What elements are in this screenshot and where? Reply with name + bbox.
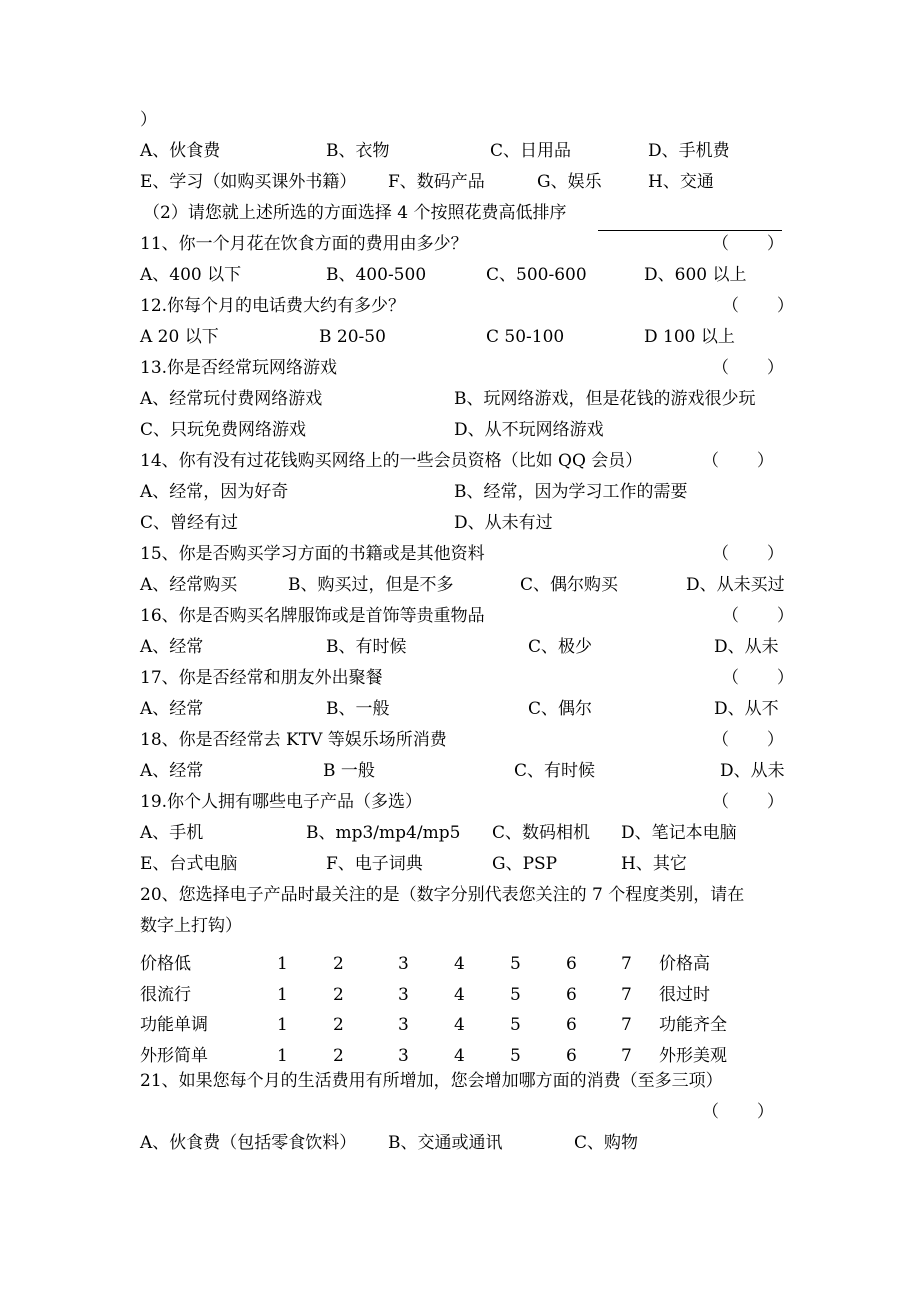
scale-option-1[interactable]: 1 — [277, 954, 288, 974]
scale-option-3[interactable]: 3 — [398, 985, 409, 1005]
text-q19f: F、电子词典 — [326, 854, 423, 874]
scale-option-6[interactable]: 6 — [566, 985, 577, 1005]
text-q21a: A、伙食费（包括零食饮料） — [140, 1133, 357, 1153]
scale-option-3[interactable]: 3 — [398, 1015, 409, 1035]
scale-option-6[interactable]: 6 — [566, 1046, 577, 1066]
text-q19: 19.你个人拥有哪些电子产品（多选） — [140, 792, 423, 812]
text-q10b: B、衣物 — [326, 141, 390, 161]
text-q11d: D、600 以上 — [644, 265, 747, 285]
text-q10d: D、手机费 — [648, 141, 730, 161]
text-q21: 21、如果您每个月的生活费用有所增加，您会增加哪方面的消费（至多三项） — [140, 1071, 723, 1091]
scale-option-1[interactable]: 1 — [277, 985, 288, 1005]
text-q15d: D、从未买过 — [686, 575, 785, 595]
scale-option-1[interactable]: 1 — [277, 1046, 288, 1066]
scale-option-6[interactable]: 6 — [566, 1015, 577, 1035]
text-q16c: C、极少 — [528, 637, 593, 657]
text-q13p[interactable]: （ ） — [712, 358, 784, 378]
text-q16a: A、经常 — [140, 637, 204, 657]
text-q12d: D 100 以上 — [644, 327, 735, 347]
scale-option-5[interactable]: 5 — [510, 985, 521, 1005]
text-q17c: C、偶尔 — [528, 699, 593, 719]
text-q20: 20、您选择电子产品时最关注的是（数字分别代表您关注的 7 个程度类别，请在 — [140, 885, 745, 905]
text-q14p[interactable]: （ ） — [702, 451, 774, 471]
text-q17p[interactable]: （ ） — [722, 668, 794, 688]
text-q19e: E、台式电脑 — [140, 854, 238, 874]
text-q15c: C、偶尔购买 — [520, 575, 619, 595]
text-q19d: D、笔记本电脑 — [621, 823, 737, 843]
text-q21c: C、购物 — [574, 1133, 639, 1153]
scale-option-5[interactable]: 5 — [510, 1015, 521, 1035]
scale-left-label: 外形简单 — [140, 1046, 208, 1066]
text-q16d: D、从未 — [714, 637, 779, 657]
scale-option-4[interactable]: 4 — [454, 985, 465, 1005]
text-q10_2: （2）请您就上述所选的方面选择 4 个按照花费高低排序 — [143, 203, 567, 223]
text-q18: 18、你是否经常去 KTV 等娱乐场所消费 — [140, 730, 447, 750]
text-q13b: B、玩网络游戏，但是花钱的游戏很少玩 — [454, 389, 756, 409]
text-q18a: A、经常 — [140, 761, 204, 781]
scale-option-4[interactable]: 4 — [454, 1046, 465, 1066]
text-q19b: B、mp3/mp4/mp5 — [306, 823, 461, 843]
scale-right-label: 价格高 — [659, 954, 710, 974]
text-q17b: B、一般 — [326, 699, 390, 719]
text-q21p[interactable]: （ ） — [702, 1102, 774, 1122]
scale-option-3[interactable]: 3 — [398, 954, 409, 974]
text-q12a: A 20 以下 — [140, 327, 219, 347]
text-q14b: B、经常，因为学习工作的需要 — [454, 482, 688, 502]
text-q18c: C、有时候 — [514, 761, 596, 781]
scale-option-2[interactable]: 2 — [333, 1046, 344, 1066]
text-q19p[interactable]: （ ） — [712, 792, 784, 812]
text-q12p[interactable]: （ ） — [722, 296, 794, 316]
text-q17d: D、从不 — [714, 699, 779, 719]
text-q10a: A、伙食费 — [140, 141, 221, 161]
scale-option-7[interactable]: 7 — [621, 954, 632, 974]
scale-left-label: 价格低 — [140, 954, 191, 974]
text-q12b: B 20-50 — [319, 327, 386, 347]
scale-option-4[interactable]: 4 — [454, 1015, 465, 1035]
text-q10e: E、学习（如购买课外书籍） — [140, 172, 357, 192]
text-q13d: D、从不玩网络游戏 — [454, 420, 604, 440]
text-q10g: G、娱乐 — [537, 172, 602, 192]
text-q18b: B 一般 — [323, 761, 375, 781]
text-q16p[interactable]: （ ） — [722, 606, 794, 626]
text-q14: 14、你有没有过花钱购买网络上的一些会员资格（比如 QQ 会员） — [140, 451, 643, 471]
text-q19a: A、手机 — [140, 823, 204, 843]
text-q11b: B、400-500 — [326, 265, 427, 285]
text-q11a: A、400 以下 — [140, 265, 242, 285]
text-q20b: 数字上打钩） — [140, 916, 242, 936]
scale-option-3[interactable]: 3 — [398, 1046, 409, 1066]
scale-right-label: 外形美观 — [659, 1046, 727, 1066]
scale-option-4[interactable]: 4 — [454, 954, 465, 974]
ranking-answer-blank[interactable] — [598, 230, 782, 231]
text-q13c: C、只玩免费网络游戏 — [140, 420, 307, 440]
text-l01: ） — [140, 110, 157, 130]
text-q10f: F、数码产品 — [388, 172, 485, 192]
scale-option-7[interactable]: 7 — [621, 985, 632, 1005]
text-q14a: A、经常，因为好奇 — [140, 482, 289, 502]
text-q14d: D、从未有过 — [454, 513, 553, 533]
text-q13: 13.你是否经常玩网络游戏 — [140, 358, 338, 378]
scale-option-6[interactable]: 6 — [566, 954, 577, 974]
text-q14c: C、曾经有过 — [140, 513, 239, 533]
text-q21b: B、交通或通讯 — [388, 1133, 503, 1153]
text-q16b: B、有时候 — [326, 637, 407, 657]
text-q12c: C 50-100 — [486, 327, 565, 347]
text-q12: 12.你每个月的电话费大约有多少？ — [140, 296, 406, 316]
scale-left-label: 功能单调 — [140, 1015, 208, 1035]
scale-left-label: 很流行 — [140, 985, 191, 1005]
text-q15p[interactable]: （ ） — [712, 544, 784, 564]
text-q15: 15、你是否购买学习方面的书籍或是其他资料 — [140, 544, 485, 564]
scale-option-7[interactable]: 7 — [621, 1015, 632, 1035]
scale-option-5[interactable]: 5 — [510, 1046, 521, 1066]
text-q19g: G、PSP — [492, 854, 558, 874]
scale-option-2[interactable]: 2 — [333, 985, 344, 1005]
text-q13a: A、经常玩付费网络游戏 — [140, 389, 323, 409]
scale-option-2[interactable]: 2 — [333, 954, 344, 974]
text-q15a: A、经常购买 — [140, 575, 238, 595]
scale-option-7[interactable]: 7 — [621, 1046, 632, 1066]
text-q18d: D、从未 — [720, 761, 785, 781]
text-q15b: B、购买过，但是不多 — [288, 575, 454, 595]
scale-option-1[interactable]: 1 — [277, 1015, 288, 1035]
text-q16: 16、你是否购买名牌服饰或是首饰等贵重物品 — [140, 606, 485, 626]
text-q19c: C、数码相机 — [492, 823, 591, 843]
text-q11c: C、500-600 — [486, 265, 587, 285]
text-q19h: H、其它 — [621, 854, 687, 874]
text-q11p[interactable]: （ ） — [712, 234, 784, 254]
scale-option-5[interactable]: 5 — [510, 954, 521, 974]
scale-option-2[interactable]: 2 — [333, 1015, 344, 1035]
text-q10h: H、交通 — [648, 172, 714, 192]
text-q10c: C、日用品 — [490, 141, 572, 161]
text-q18p[interactable]: （ ） — [712, 730, 784, 750]
scale-right-label: 很过时 — [659, 985, 710, 1005]
text-q17: 17、你是否经常和朋友外出聚餐 — [140, 668, 383, 688]
text-q11: 11、你一个月花在饮食方面的费用由多少？ — [140, 234, 468, 254]
scale-right-label: 功能齐全 — [659, 1015, 727, 1035]
text-q17a: A、经常 — [140, 699, 204, 719]
